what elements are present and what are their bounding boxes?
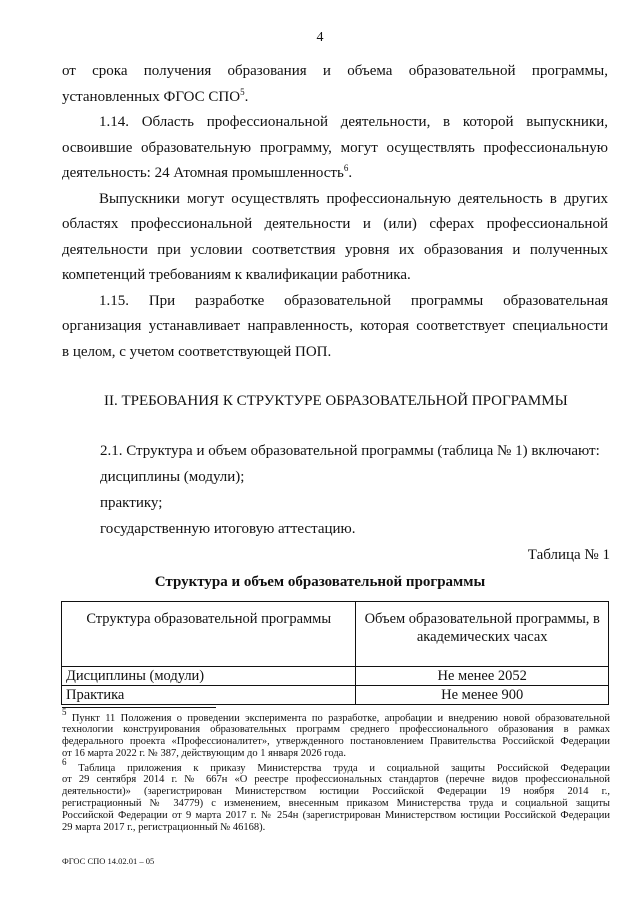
- section-heading: II. ТРЕБОВАНИЯ К СТРУКТУРЕ ОБРАЗОВАТЕЛЬНОЙ ПРОГРАММЫ: [104, 393, 568, 409]
- intro-line-2-tail: .: [244, 88, 249, 105]
- table-label: Таблица № 1: [527, 547, 610, 563]
- list-item: государственную итоговую аттестацию.: [100, 521, 356, 537]
- table-header-cell: Структура образовательной программы: [62, 602, 356, 667]
- footnote-6-line-6: 29 марта 2017 г., регистрационный № 46168).: [62, 822, 266, 833]
- para-graduates-line-1: Выпускники могут осуществлять профессиональную деятельность в других: [99, 190, 608, 207]
- document-code: ФГОС СПО 14.02.01 – 05: [62, 856, 155, 866]
- footnote-divider: [62, 707, 216, 708]
- footnote-5-line-2: технологии конструирования образовательных программ среднего профессионального образования в рамках: [62, 724, 610, 735]
- para-1-14-line-3-text: деятельность: 24 Атомная промышленность: [62, 165, 344, 181]
- para-1-14-line-3-tail: .: [348, 165, 353, 181]
- para-1-15-line-2: организация устанавливает направленность, которая соответствует специальности: [62, 318, 608, 334]
- footnote-5-marker: 5: [62, 707, 67, 717]
- footnote-6-text: Таблица приложения к приказу Министерства труда и социальной защиты Российской Федерации: [66, 763, 610, 774]
- footnote-6-line-4: регистрационный № 34779) с изменением, внесенным приказом Министерства труда и социальной защиты: [62, 798, 610, 809]
- footnote-6-line-2: от 29 сентября 2014 г. № 667н «О реестре профессиональных стандартов (перечне видов профессиональной: [62, 774, 610, 785]
- para-1-14-line-3: [62, 161, 608, 187]
- table-header-cell: Объем образовательной программы, в академических часах: [356, 602, 609, 667]
- para-graduates-line-3: деятельности при условии соответствия уровня их образования и полученных: [62, 241, 608, 258]
- table-cell: Не менее 900: [356, 686, 609, 705]
- para-graduates-line-4: компетенций требованиям к квалификации работника.: [62, 267, 411, 283]
- page-number: 4: [316, 30, 324, 45]
- para-1-15-line-1: 1.15. При разработке образовательной программы образовательная: [99, 292, 608, 309]
- para-2-1: 2.1. Структура и объем образовательной программы (таблица № 1) включают:: [100, 443, 600, 459]
- para-1-15-line-3: в целом, с учетом соответствующей ПОП.: [62, 343, 332, 360]
- program-structure-table: [61, 601, 609, 705]
- intro-line-1: от срока получения образования и объема образовательной программы,: [62, 63, 608, 79]
- footnote-5-text: Пункт 11 Положения о проведении эксперимента по разработке, апробации и внедрению новой образовательной: [66, 713, 610, 724]
- table-cell: Практика: [62, 686, 356, 705]
- table-row: [62, 686, 609, 705]
- table-cell: Не менее 2052: [356, 667, 609, 686]
- footnote-6-line-5: Российской Федерации от 9 марта 2017 г. № 254н (зарегистрирован Министерством юстиции Российской Федерации: [62, 810, 610, 821]
- table-row: [62, 667, 609, 686]
- footnote-5-line-3: федерального проекта «Профессионалитет», утвержденного постановлением Правительства Российской Федерации: [62, 736, 610, 747]
- footnote-6-marker: 6: [62, 757, 67, 767]
- intro-line-2: [62, 85, 608, 111]
- intro-line-2-text: установленных ФГОС СПО: [62, 88, 241, 105]
- list-item: практику;: [100, 495, 163, 511]
- list-item: дисциплины (модули);: [100, 469, 245, 485]
- table-header-row: [62, 602, 609, 667]
- footnote-ref-6: 6: [343, 163, 349, 173]
- table-cell: Дисциплины (модули): [62, 667, 356, 686]
- table-title: Структура и объем образовательной программы: [154, 574, 486, 590]
- footnote-6-line-3: деятельности)» (зарегистрирован Министерством юстиции Российской Федерации 19 ноября 2014 г.,: [62, 786, 610, 797]
- footnote-5-line-4: от 16 марта 2022 г. № 387, действующим до 1 января 2026 года.: [62, 748, 346, 759]
- para-1-14-line-2: освоившие образовательную программу, могут осуществлять профессиональную: [62, 139, 608, 156]
- para-1-14-line-1: 1.14. Область профессиональной деятельности, в которой выпускники,: [99, 114, 608, 130]
- para-graduates-line-2: областях профессиональной деятельности и (или) сферах профессиональной: [62, 216, 608, 232]
- footnote-ref-5: 5: [240, 86, 245, 97]
